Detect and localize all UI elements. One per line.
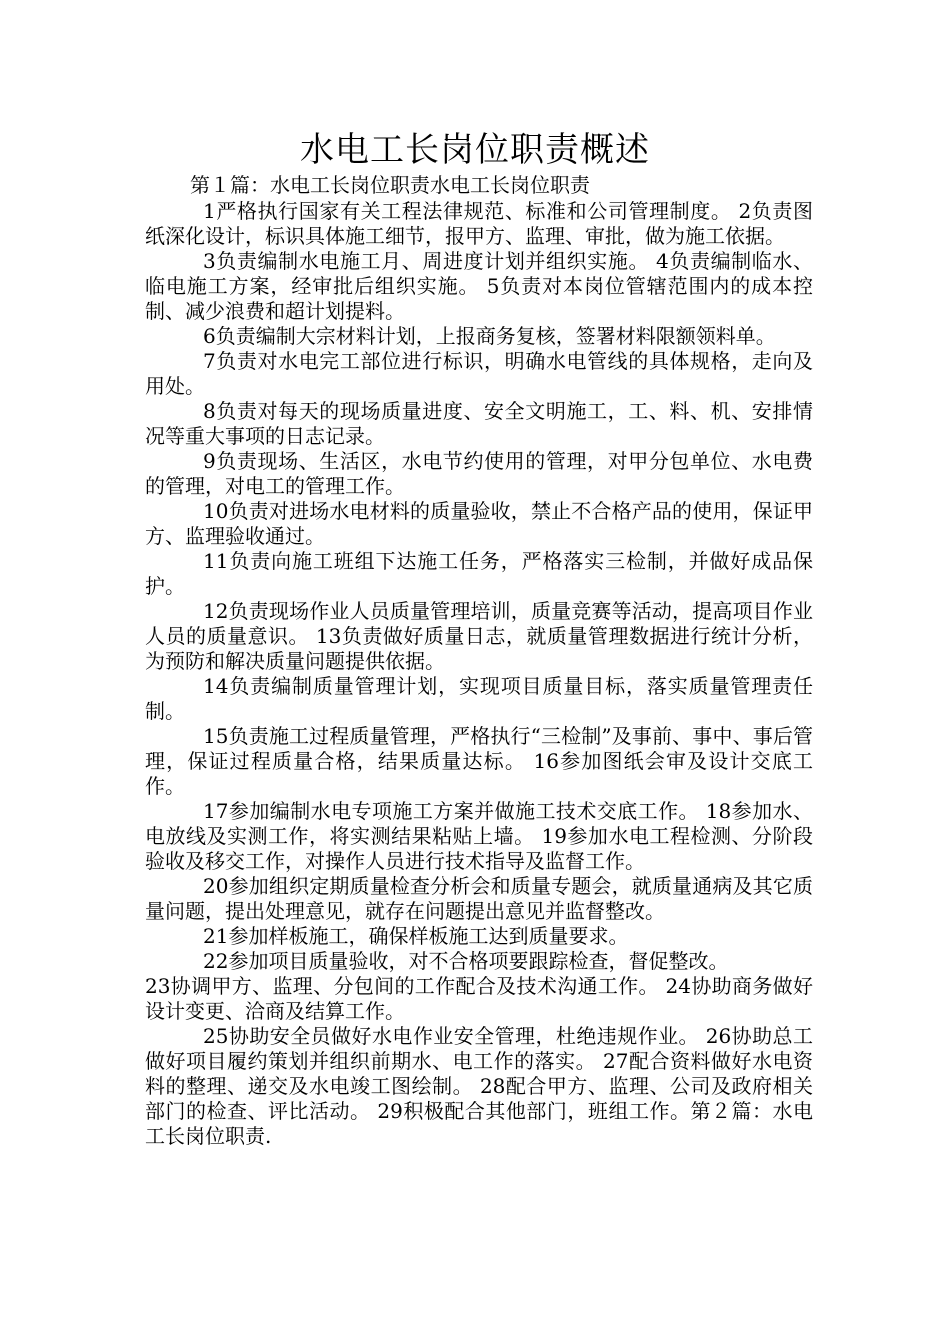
paragraph-5: 8负责对每天的现场质量进度、安全文明施工，工、料、机、安排情况等重大事项的日志记录。 bbox=[145, 399, 813, 448]
paragraph-2: 3负责编制水电施工月、周进度计划并组织实施。 4负责编制临水、临电施工方案，经审批后组织实施。 5负责对本岗位管辖范围内的成本控制、减少浪费和超计划提料。 bbox=[145, 249, 813, 323]
paragraph-4: 7负责对水电完工部位进行标识，明确水电管线的具体规格，走向及用处。 bbox=[145, 349, 813, 398]
paragraph-11: 15负责施工过程质量管理，严格执行“三检制”及事前、事中、事后管理，保证过程质量合格，结果质量达标。 16参加图纸会审及设计交底工作。 bbox=[145, 724, 813, 798]
paragraph-6: 9负责现场、生活区，水电节约使用的管理，对甲分包单位、水电费的管理，对电工的管理工作。 bbox=[145, 449, 813, 498]
paragraph-1: 1严格执行国家有关工程法律规范、标准和公司管理制度。 2负责图纸深化设计，标识具体施工细节，报甲方、监理、审批，做为施工依据。 bbox=[145, 199, 813, 248]
paragraph-13: 20参加组织定期质量检查分析会和质量专题会，就质量通病及其它质量问题，提出处理意见，就存在问题提出意见并监督整改。 bbox=[145, 874, 813, 923]
paragraph-12: 17参加编制水电专项施工方案并做施工技术交底工作。 18参加水、电放线及实测工作，将实测结果粘贴上墙。 19参加水电工程检测、分阶段验收及移交工作，对操作人员进行技术指导及监督工作。 bbox=[145, 799, 813, 873]
paragraph-17: 25协助安全员做好水电作业安全管理，杜绝违规作业。 26协助总工做好项目履约策划并组织前期水、电工作的落实。 27配合资料做好水电资料的整理、递交及水电竣工图绘制。 28配合甲方、监理、公司及政府相关部门的检查、评比活动。 29积极配合其他部门，班组工作。第２篇：水电工长岗位职责. bbox=[145, 1024, 813, 1148]
document-body bbox=[145, 199, 813, 1149]
paragraph-15: 22参加项目质量验收，对不合格项要跟踪检查，督促整改。 bbox=[203, 949, 729, 973]
paragraph-16: 23协调甲方、监理、分包间的工作配合及技术沟通工作。 24协助商务做好设计变更、洽商及结算工作。 bbox=[145, 974, 813, 1023]
document-subtitle: 第１篇：水电工长岗位职责水电工长岗位职责 bbox=[190, 173, 590, 197]
paragraph-14: 21参加样板施工，确保样板施工达到质量要求。 bbox=[203, 924, 629, 948]
document-title: 水电工长岗位职责概述 bbox=[300, 130, 650, 170]
paragraph-9: 12负责现场作业人员质量管理培训，质量竞赛等活动，提高项目作业人员的质量意识。 13负责做好质量日志，就质量管理数据进行统计分析，为预防和解决质量问题提供依据。 bbox=[145, 599, 813, 673]
paragraph-10: 14负责编制质量管理计划，实现项目质量目标，落实质量管理责任制。 bbox=[145, 674, 813, 723]
paragraph-7: 10负责对进场水电材料的质量验收，禁止不合格产品的使用，保证甲方、监理验收通过。 bbox=[145, 499, 813, 548]
paragraph-8: 11负责向施工班组下达施工任务，严格落实三检制，并做好成品保护。 bbox=[145, 549, 813, 598]
paragraph-3: 6负责编制大宗材料计划，上报商务复核，签署材料限额领料单。 bbox=[203, 324, 776, 348]
